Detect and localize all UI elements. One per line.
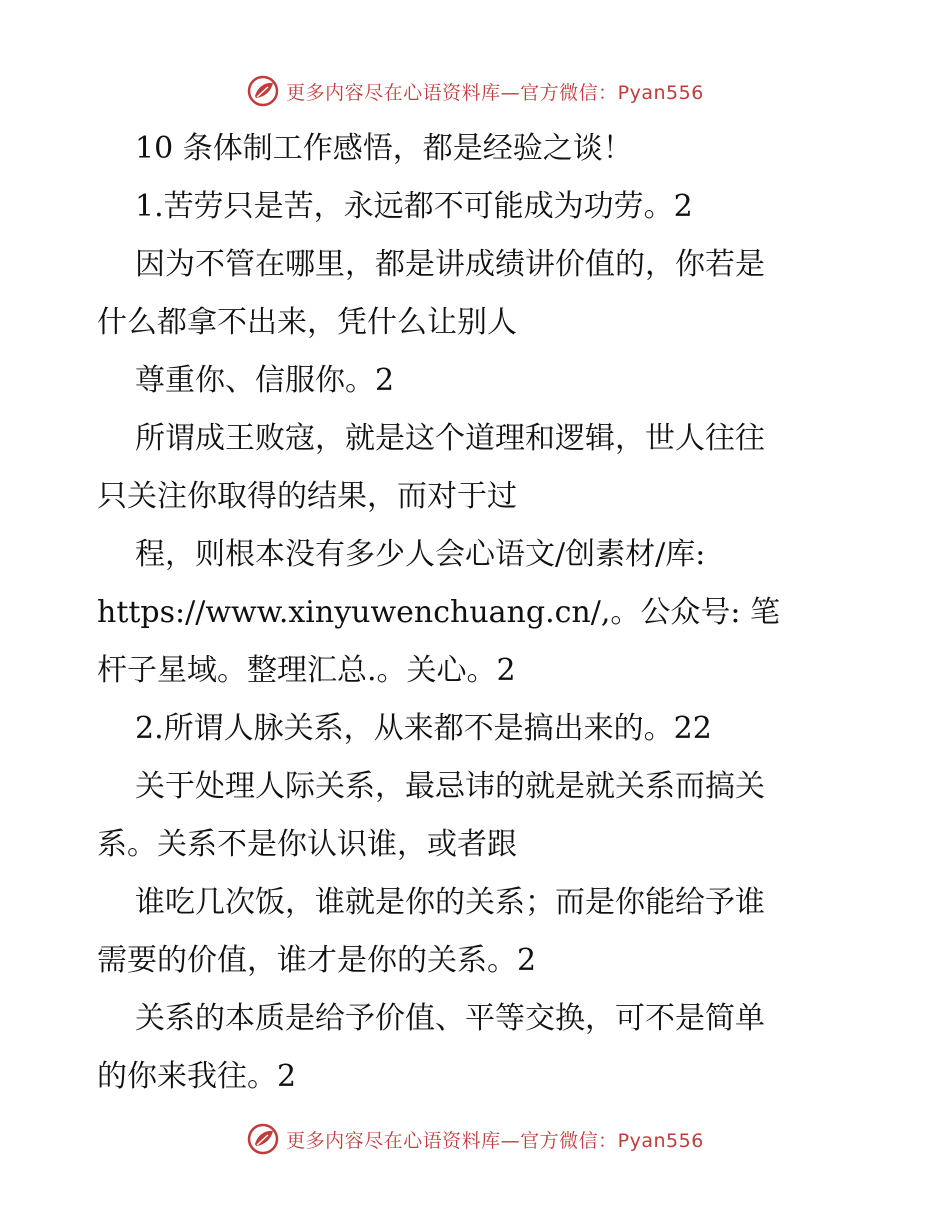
footer-banner	[0, 1119, 950, 1159]
red-leaf-seal-icon	[246, 1122, 280, 1156]
doc-line: https://www.xinyuwenchuang.cn/,。公众号: 笔	[97, 595, 781, 630]
doc-line: 所谓成王败寇，就是这个道理和逻辑，世人往往	[135, 421, 765, 456]
doc-line: 只关注你取得的结果，而对于过	[97, 479, 517, 514]
doc-line: 关系的本质是给予价值、平等交换，可不是简单	[135, 1001, 765, 1036]
doc-line: 需要的价值，谁才是你的关系。2	[97, 943, 537, 978]
doc-line: 1.苦劳只是苦，永远都不可能成为功劳。2	[135, 189, 693, 224]
doc-line: 的你来我往。2	[97, 1059, 297, 1094]
red-leaf-seal-icon	[246, 74, 280, 108]
doc-line: 程，则根本没有多少人会心语文/创素材/库:	[135, 537, 706, 572]
doc-line: 因为不管在哪里，都是讲成绩讲价值的，你若是	[135, 247, 765, 282]
header-banner-text: 更多内容尽在心语资料库—官方微信：Pyan556	[286, 81, 704, 104]
footer-banner-text: 更多内容尽在心语资料库—官方微信：Pyan556	[286, 1129, 704, 1152]
doc-line: 系。关系不是你认识谁，或者跟	[97, 827, 517, 862]
doc-line: 什么都拿不出来，凭什么让别人	[97, 305, 517, 340]
header-banner	[0, 71, 950, 111]
doc-line: 关于处理人际关系，最忌讳的就是就关系而搞关	[135, 769, 765, 804]
doc-line: 尊重你、信服你。2	[135, 363, 395, 398]
doc-line: 杆子星域。整理汇总.。关心。2	[97, 653, 516, 688]
doc-line: 2.所谓人脉关系，从来都不是搞出来的。22	[135, 711, 712, 746]
doc-line: 10 条体制工作感悟，都是经验之谈！	[135, 131, 633, 166]
doc-line: 谁吃几次饭，谁就是你的关系；而是你能给予谁	[135, 885, 765, 920]
document-body	[97, 120, 857, 1106]
